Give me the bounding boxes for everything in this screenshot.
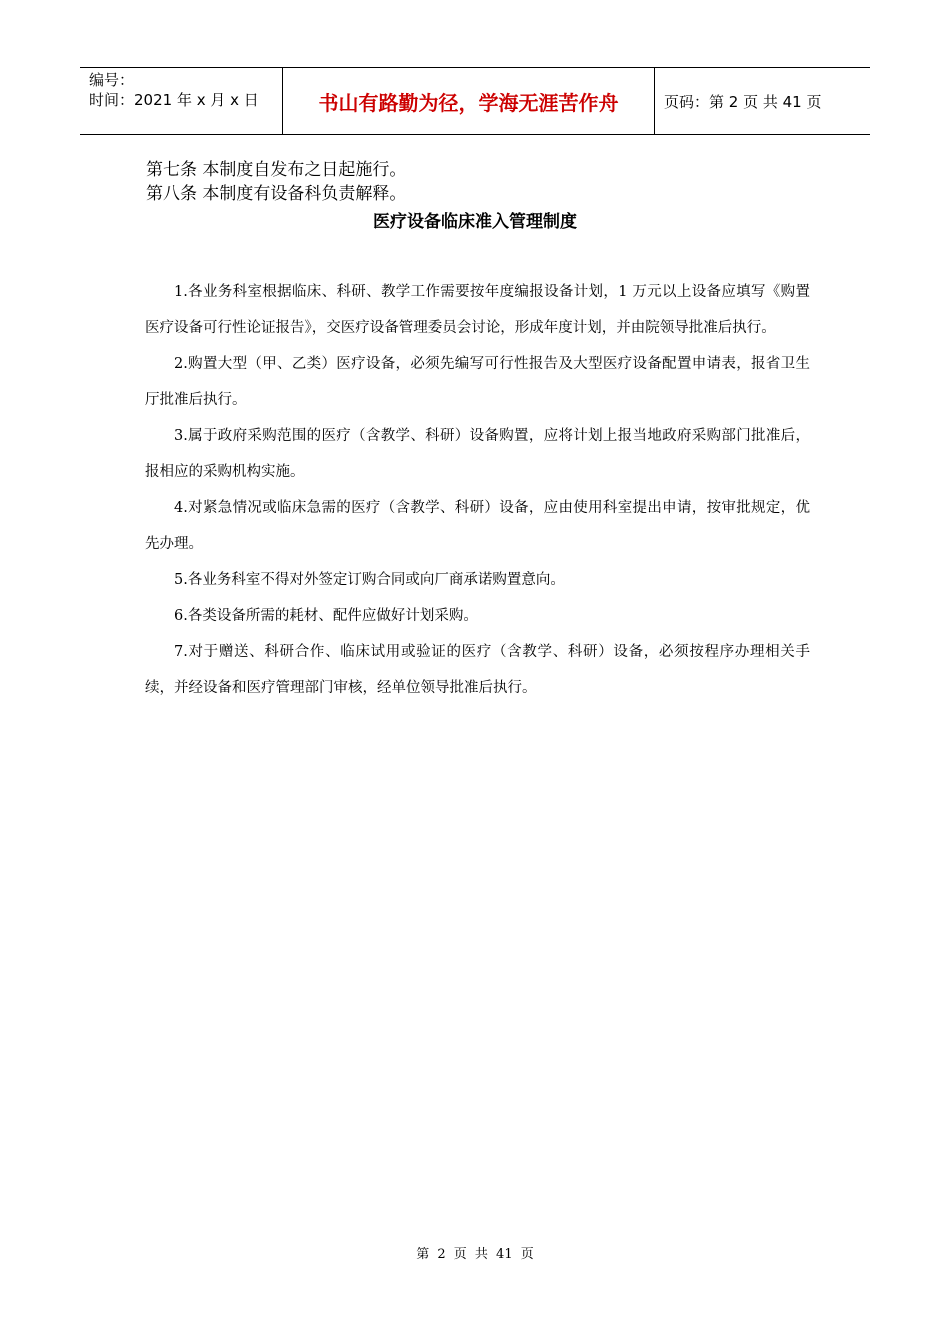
regulation-paragraph: 2.购置大型（甲、乙类）医疗设备，必须先编写可行性报告及大型医疗设备配置申请表，报省卫生厅批准后执行。 (145, 356, 810, 408)
header-motto: 书山有路勤为径，学海无涯苦作舟 (318, 90, 619, 115)
regulation-paragraph: 1.各业务科室根据临床、科研、教学工作需要按年度编报设备计划，1 万元以上设备应填写《购置医疗设备可行性论证报告》，交医疗设备管理委员会讨论，形成年度计划，并由院领导批准后执行。 (145, 284, 810, 336)
document-time-label: 时间：2021 年 x 月 x 日 (89, 91, 259, 109)
regulation-paragraph: 3.属于政府采购范围的医疗（含教学、科研）设备购置，应将计划上报当地政府采购部门批准后，报相应的采购机构实施。 (145, 428, 810, 480)
regulation-body (145, 274, 810, 706)
header-motto-cell (282, 68, 655, 134)
header-page-info: 页码：第 2 页 共 41 页 (664, 92, 822, 111)
header-page-cell (655, 68, 870, 134)
regulation-paragraph: 7.对于赠送、科研合作、临床试用或验证的医疗（含教学、科研）设备，必须按程序办理相关手续，并经设备和医疗管理部门审核，经单位领导批准后执行。 (145, 644, 810, 696)
section-title: 医疗设备临床准入管理制度 (373, 212, 577, 232)
article-eight: 第八条 本制度有设备科负责解释。 (146, 184, 407, 204)
regulation-paragraph: 5.各业务科室不得对外签定订购合同或向厂商承诺购置意向。 (174, 572, 565, 588)
page-header (80, 67, 870, 135)
document-number-label: 编号： (89, 71, 135, 89)
regulation-paragraph: 4.对紧急情况或临床急需的医疗（含教学、科研）设备，应由使用科室提出申请，按审批规定，优先办理。 (145, 500, 810, 552)
page-footer: 第 2 页 共 41 页 (416, 1247, 534, 1262)
header-meta-cell (80, 68, 282, 134)
article-seven: 第七条 本制度自发布之日起施行。 (146, 160, 407, 180)
regulation-paragraph: 6.各类设备所需的耗材、配件应做好计划采购。 (174, 608, 478, 624)
